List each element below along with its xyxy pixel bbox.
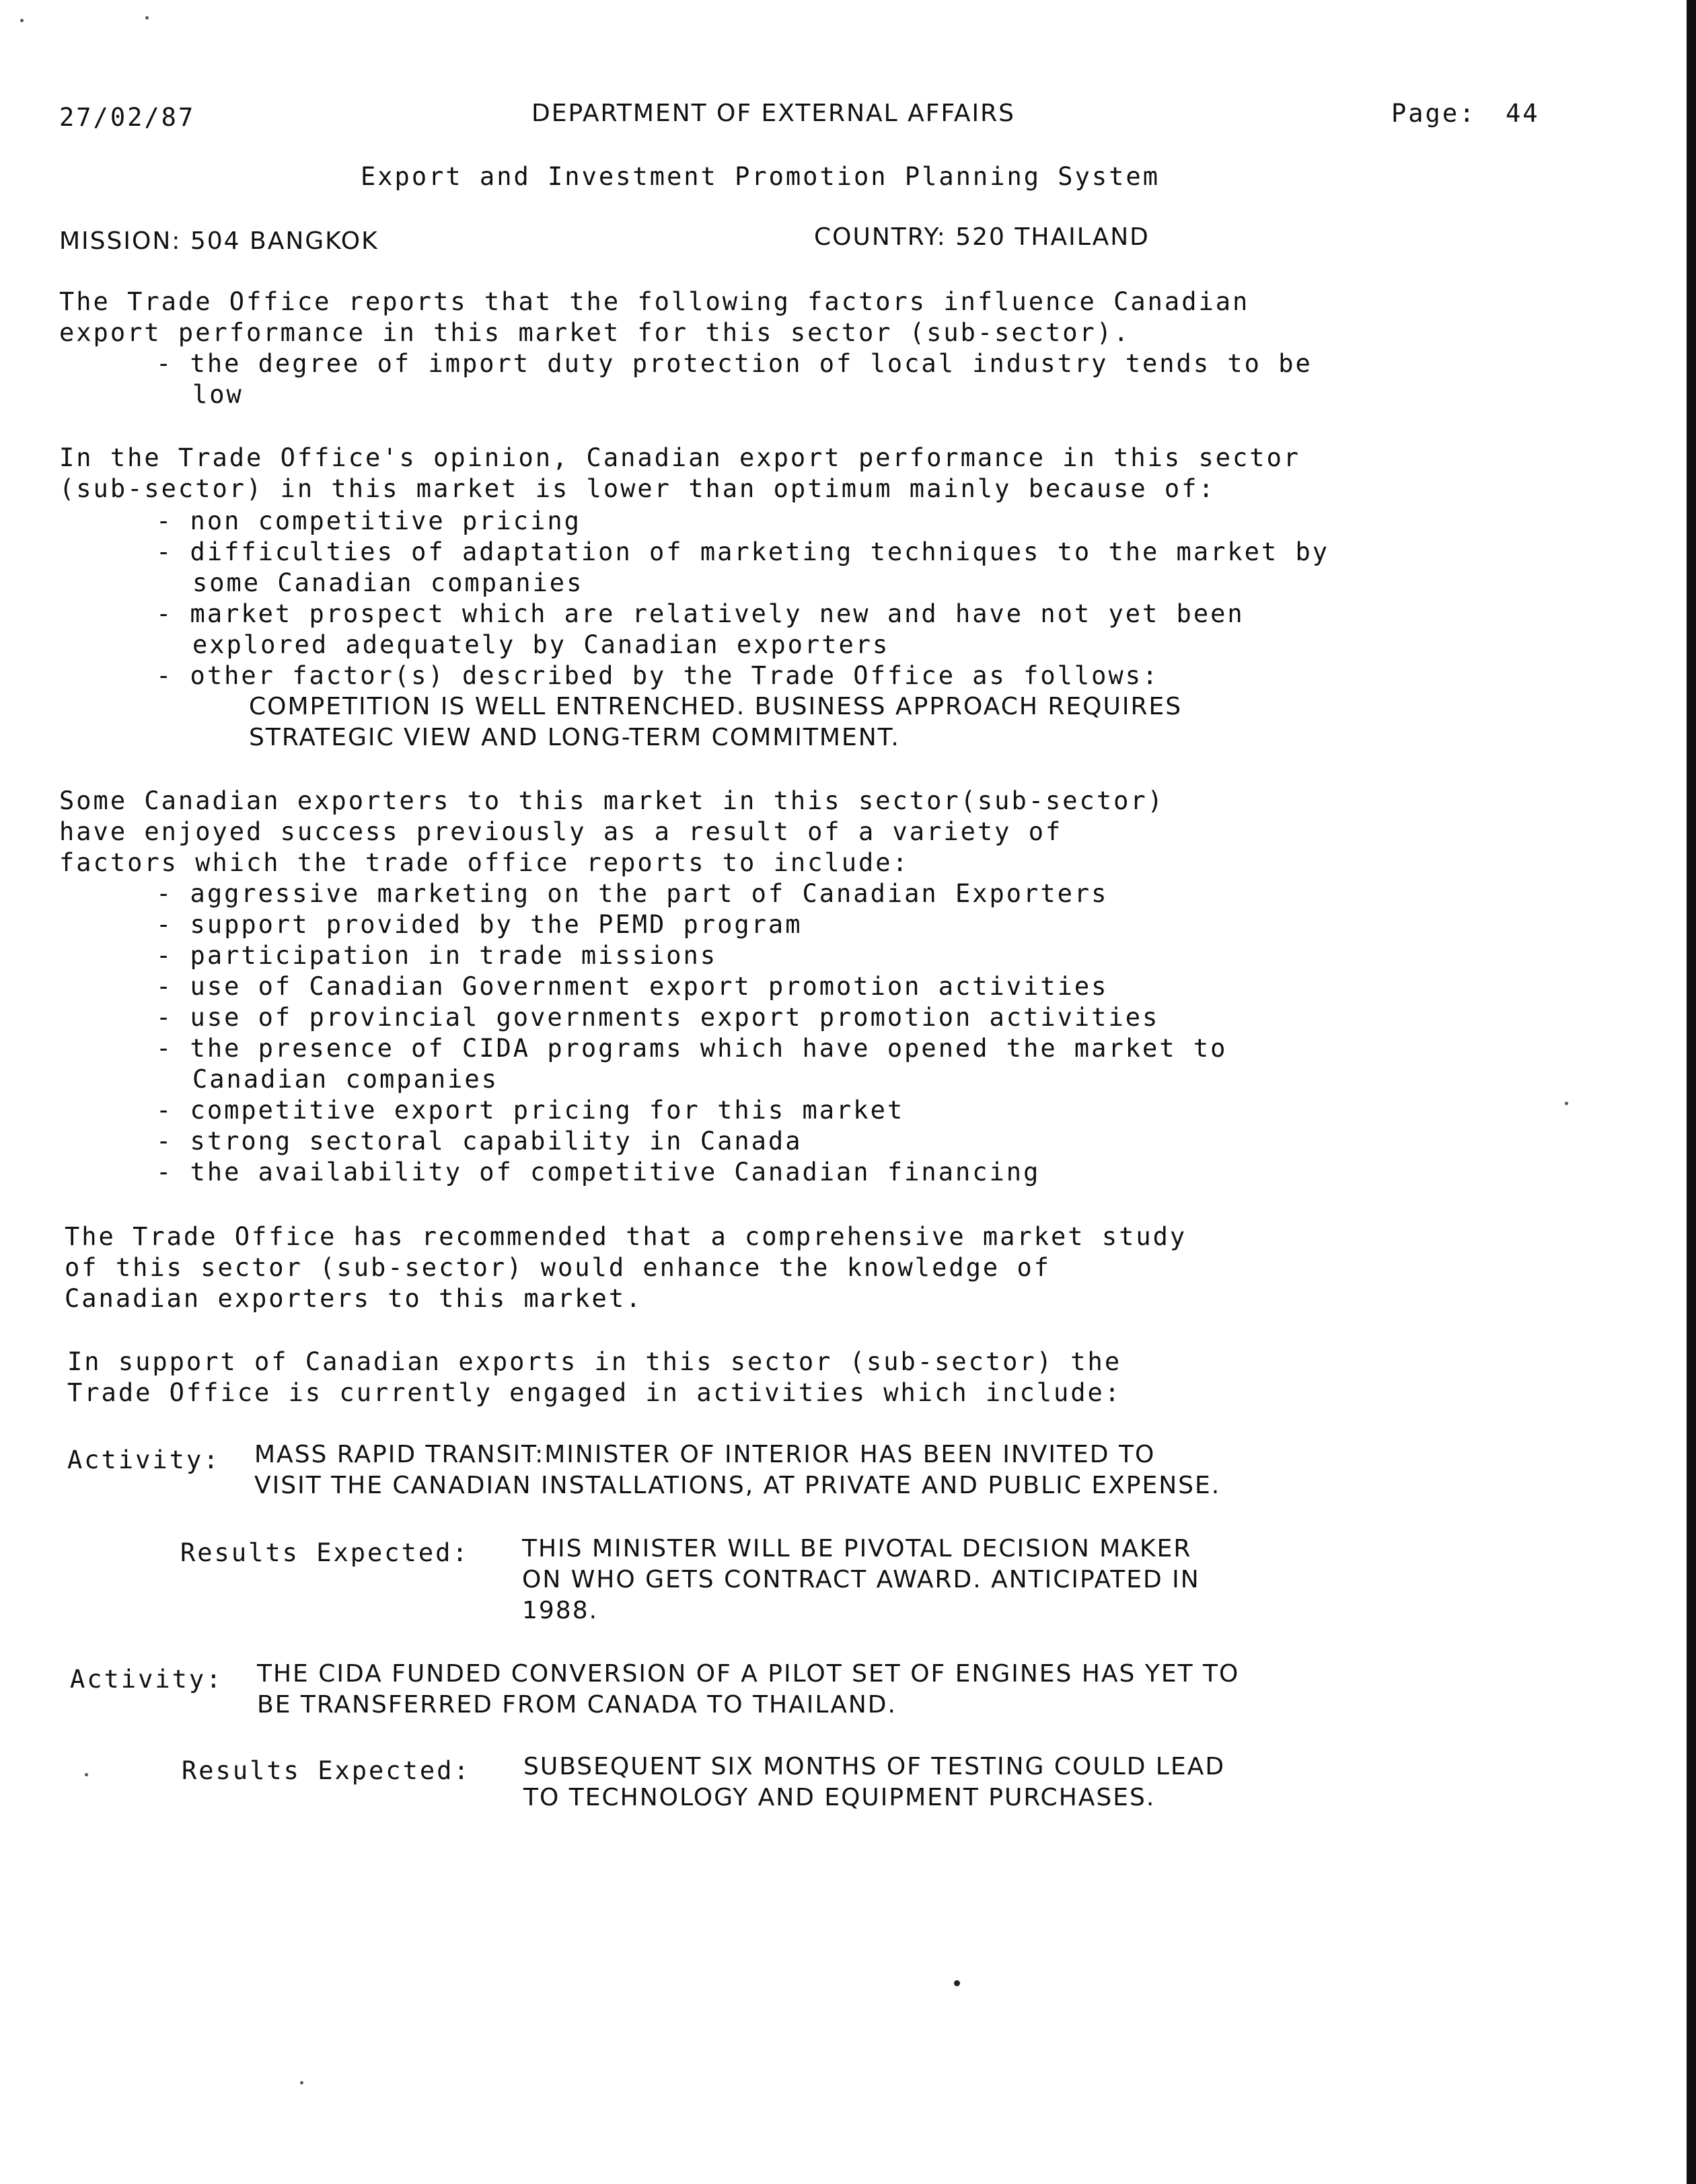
section3-item-continuation: Canadian companies (192, 1065, 499, 1094)
section3-intro-line2: have enjoyed success previously as a result of a variety of (59, 817, 1063, 846)
mission-field: MISSION: 504 BANGKOK (59, 227, 379, 255)
activity-label: Activity: (67, 1445, 221, 1474)
section3-item: - strong sectoral capability in Canada (156, 1127, 803, 1156)
activity-text: MASS RAPID TRANSIT:MINISTER OF INTERIOR HAS BEEN INVITED TO (254, 1441, 1156, 1468)
section2-item: - other factor(s) described by the Trade Office as follows: (156, 661, 1160, 690)
section4-line3: Canadian exporters to this market. (65, 1284, 643, 1313)
section1-bullet-line1: - the degree of import duty protection of local industry tends to be (156, 349, 1313, 378)
section3-item: - aggressive marketing on the part of Canadian Exporters (156, 879, 1109, 908)
activity-text: VISIT THE CANADIAN INSTALLATIONS, AT PRIVATE AND PUBLIC EXPENSE. (254, 1472, 1221, 1499)
section1-intro-line2: export performance in this market for this sector (sub-sector). (59, 318, 1131, 347)
results-expected-text: ON WHO GETS CONTRACT AWARD. ANTICIPATED IN (522, 1566, 1200, 1593)
activity-text: BE TRANSFERRED FROM CANADA TO THAILAND. (257, 1691, 897, 1719)
scan-speck (145, 16, 149, 20)
section1-bullet-line2: low (192, 380, 244, 409)
scan-speck (954, 1980, 960, 1986)
country-field: COUNTRY: 520 THAILAND (814, 223, 1150, 251)
results-expected-text: TO TECHNOLOGY AND EQUIPMENT PURCHASES. (523, 1784, 1156, 1811)
system-title: Export and Investment Promotion Planning System (361, 162, 1160, 191)
section5-line1: In support of Canadian exports in this sector (sub-sector) the (67, 1347, 1122, 1376)
section3-item: - use of provincial governments export promotion activities (156, 1003, 1160, 1032)
results-expected-label: Results Expected: (180, 1538, 470, 1567)
section2-item-continuation: explored adequately by Canadian exporters (192, 630, 890, 659)
section3-item: - support provided by the PEMD program (156, 910, 803, 939)
section2-item-continuation: some Canadian companies (192, 568, 584, 597)
section2-item: - non competitive pricing (156, 506, 581, 535)
page-number: 44 (1506, 99, 1540, 128)
results-expected-text: SUBSEQUENT SIX MONTHS OF TESTING COULD LEAD (523, 1753, 1226, 1780)
results-expected-text: 1988. (522, 1597, 599, 1624)
section4-line1: The Trade Office has recommended that a comprehensive market study (65, 1222, 1187, 1251)
department-title: DEPARTMENT OF EXTERNAL AFFAIRS (531, 100, 1015, 127)
results-expected-text: THIS MINISTER WILL BE PIVOTAL DECISION MAKER (522, 1535, 1192, 1562)
section3-item: - competitive export pricing for this market (156, 1096, 905, 1125)
scan-edge-bar (1687, 0, 1696, 2184)
scan-speck (300, 2081, 303, 2084)
section3-item: - use of Canadian Government export promotion activities (156, 972, 1109, 1001)
section3-item: - the presence of CIDA programs which have opened the market to (156, 1034, 1228, 1063)
section2-item: - difficulties of adaptation of marketing techniques to the market by (156, 537, 1330, 566)
activity-label: Activity: (70, 1665, 223, 1694)
section1-intro-line1: The Trade Office reports that the following factors influence Canadian (59, 287, 1250, 316)
section2-item: - market prospect which are relatively new and have not yet been (156, 599, 1245, 628)
scan-speck (20, 19, 24, 22)
page-label: Page: (1391, 99, 1477, 128)
section3-item: - participation in trade missions (156, 941, 718, 970)
section2-intro-line1: In the Trade Office's opinion, Canadian export performance in this sector (59, 443, 1301, 472)
other-factor-text: COMPETITION IS WELL ENTRENCHED. BUSINESS APPROACH REQUIRES (249, 693, 1183, 720)
section4-line2: of this sector (sub-sector) would enhance the knowledge of (65, 1253, 1052, 1282)
section5-line2: Trade Office is currently engaged in activities which include: (67, 1378, 1122, 1407)
section2-intro-line2: (sub-sector) in this market is lower than optimum mainly because of: (59, 474, 1216, 503)
activity-text: THE CIDA FUNDED CONVERSION OF A PILOT SET OF ENGINES HAS YET TO (257, 1660, 1240, 1688)
other-factor-text: STRATEGIC VIEW AND LONG-TERM COMMITMENT. (249, 724, 900, 751)
scan-speck (1565, 1102, 1568, 1105)
section3-item: - the availability of competitive Canadian financing (156, 1158, 1041, 1187)
scan-speck (85, 1773, 88, 1776)
report-date: 27/02/87 (59, 103, 196, 132)
results-expected-label: Results Expected: (182, 1756, 471, 1785)
section3-intro-line1: Some Canadian exporters to this market in this sector(sub-sector) (59, 786, 1165, 815)
section3-intro-line3: factors which the trade office reports to include: (59, 848, 910, 877)
